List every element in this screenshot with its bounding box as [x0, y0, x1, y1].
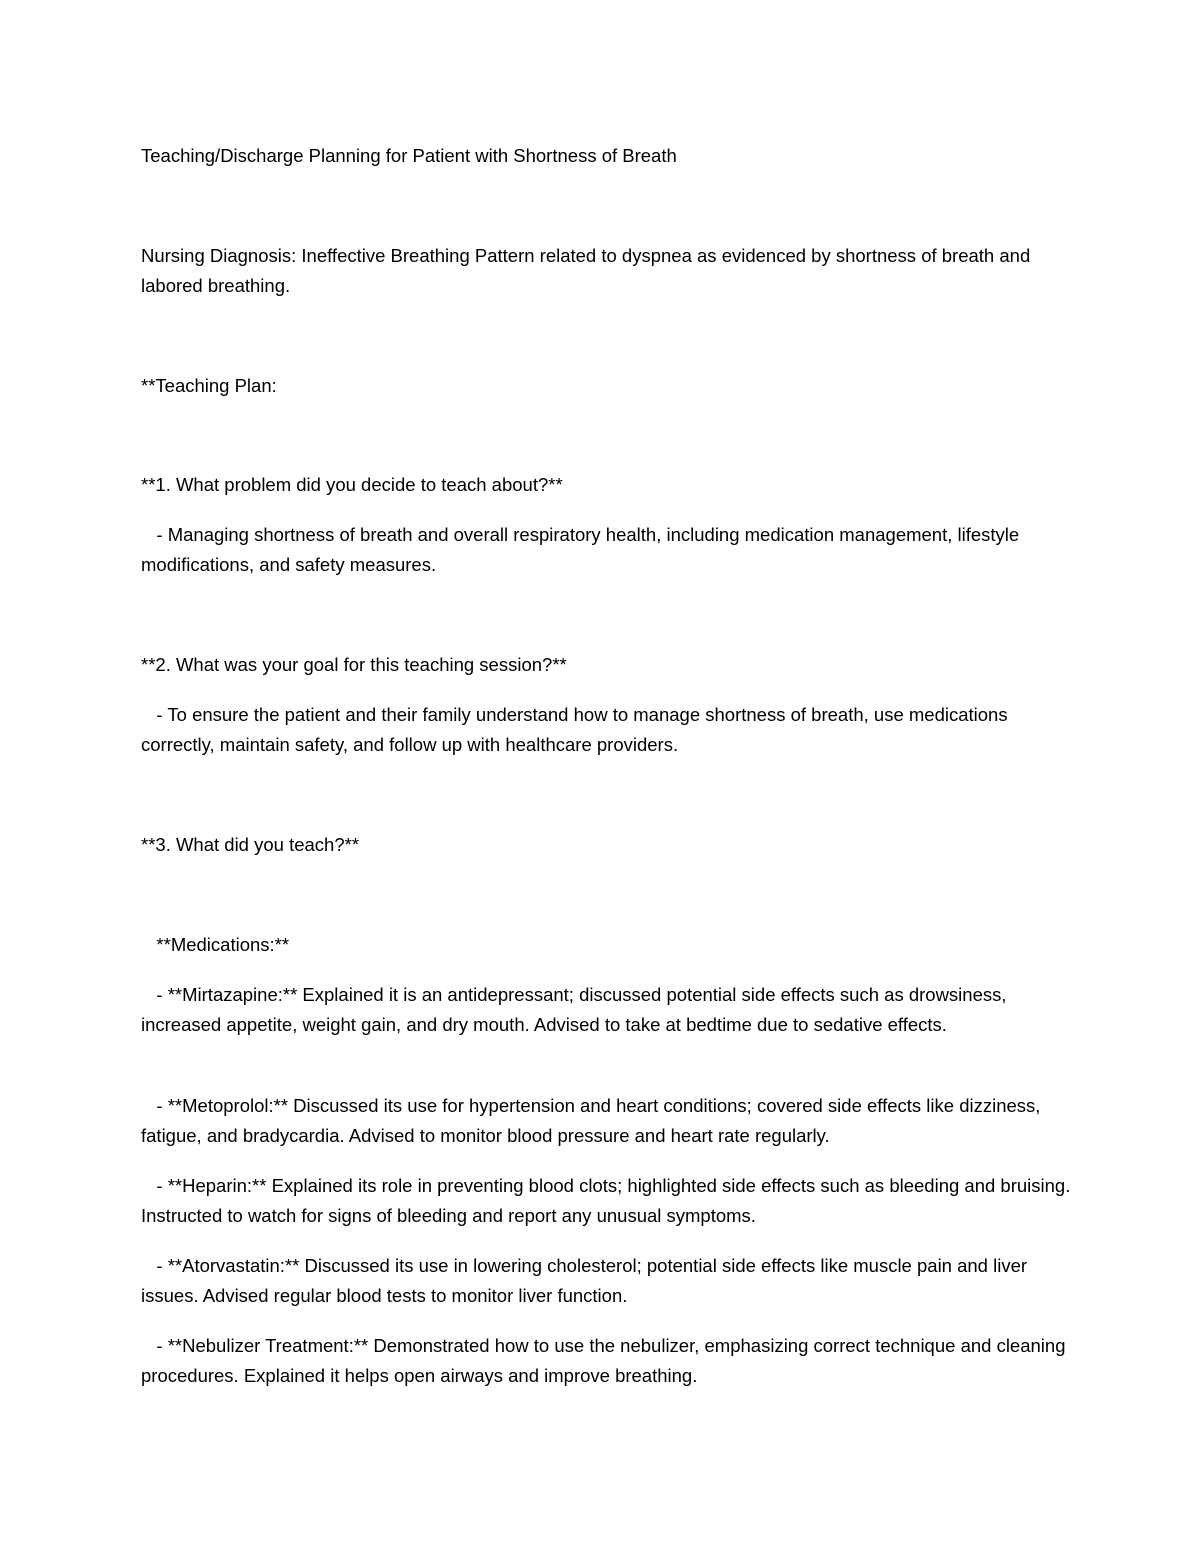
medication-item-heparin: - **Heparin:** Explained its role in preventing blood clots; highlighted side effects such as bleeding and bruising. Instructed to watch for signs of bleeding and report any unusual symptoms.	[141, 1175, 1076, 1226]
nursing-diagnosis: Nursing Diagnosis: Ineffective Breathing Pattern related to dyspnea as evidenced by shortness of breath and labored breathing.	[141, 245, 1036, 296]
medications-heading: **Medications:**	[141, 934, 290, 955]
medication-item-mirtazapine: - **Mirtazapine:** Explained it is an antidepressant; discussed potential side effects such as drowsiness, increased appetite, weight gain, and dry mouth. Advised to take at bedtime due to sedative effects.	[141, 984, 1012, 1035]
answer-2: - To ensure the patient and their family understand how to manage shortness of breath, use medications correctly, maintain safety, and follow up with healthcare providers.	[141, 704, 1013, 755]
medication-item-nebulizer: - **Nebulizer Treatment:** Demonstrated how to use the nebulizer, emphasizing correct technique and cleaning procedures. Explained it helps open airways and improve breathing.	[141, 1335, 1071, 1386]
question-2: **2. What was your goal for this teaching session?**	[141, 654, 567, 675]
document-title: Teaching/Discharge Planning for Patient with Shortness of Breath	[141, 145, 677, 166]
answer-1: - Managing shortness of breath and overall respiratory health, including medication management, lifestyle modifications, and safety measures.	[141, 524, 1025, 575]
question-1: **1. What problem did you decide to teach about?**	[141, 474, 563, 495]
medication-item-metoprolol: - **Metoprolol:** Discussed its use for hypertension and heart conditions; covered side effects like dizziness, fatigue, and bradycardia. Advised to monitor blood pressure and heart rate regularly.	[141, 1095, 1046, 1146]
medication-item-atorvastatin: - **Atorvastatin:** Discussed its use in lowering cholesterol; potential side effects like muscle pain and liver issues. Advised regular blood tests to monitor liver function.	[141, 1255, 1033, 1306]
question-3: **3. What did you teach?**	[141, 834, 360, 855]
teaching-plan-heading: **Teaching Plan:	[141, 375, 277, 396]
